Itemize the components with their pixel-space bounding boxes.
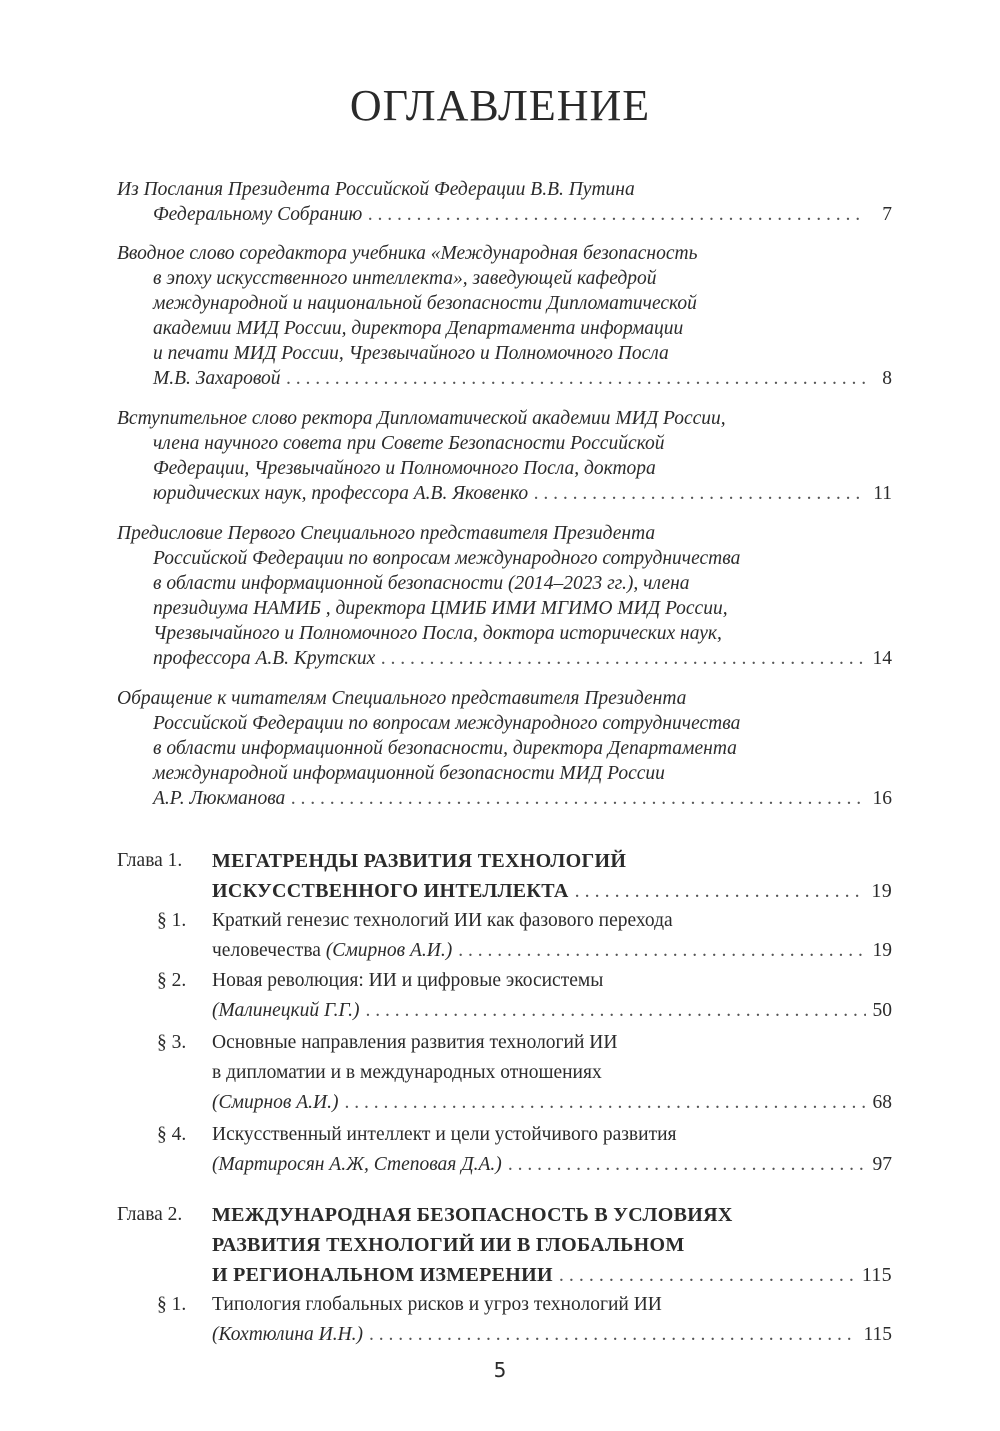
toc-entry-line: Обращение к читателям Специального представителя Президента — [117, 688, 687, 709]
toc-entry-line: в области информационной безопасности (2014–2023 гг.), члена — [153, 573, 690, 594]
toc-entry-5[interactable] — [117, 686, 892, 811]
leader-dots — [508, 1150, 866, 1180]
leader-dots — [369, 1320, 857, 1350]
toc-entry-line: Федерации, Чрезвычайного и Полномочного Посла, доктора — [153, 458, 656, 479]
leader-dots — [458, 936, 866, 966]
toc-entry-line: президиума НАМИБ , директора ЦМИБ ИМИ МГИМО МИД России, — [153, 598, 728, 619]
leader-dots — [368, 202, 866, 227]
chapter-label: Глава 1. — [117, 850, 183, 871]
toc-entry-line: члена научного совета при Совете Безопасности Российской — [153, 433, 665, 454]
toc-chapter-1[interactable] — [117, 846, 892, 906]
chapter-title-line: МЕГАТРЕНДЫ РАЗВИТИЯ ТЕХНОЛОГИЙ — [212, 850, 627, 872]
toc-entry-line: в эпоху искусственного интеллекта», заведующей кафедрой — [153, 268, 657, 289]
leader-dots — [575, 876, 866, 906]
toc-entry-line: Российской Федерации по вопросам международного сотрудничества — [153, 548, 741, 569]
toc-page-number: 115 — [863, 1324, 892, 1345]
toc-entry-line: Вводное слово соредактора учебника «Международная безопасность — [117, 243, 698, 264]
toc-entry-last-line: юридических наук, профессора А.В. Яковенко — [153, 483, 529, 504]
section-author: (Кохтюлина И.Н.) — [212, 1324, 364, 1345]
toc-page-number: 14 — [872, 648, 892, 669]
toc-section-1-1[interactable] — [157, 906, 892, 966]
section-title-line: Типология глобальных рисков и угроз технологий ИИ — [212, 1294, 662, 1315]
section-number: § 3. — [157, 1032, 187, 1053]
section-title-last: человечества — [212, 940, 326, 961]
section-number: § 1. — [157, 1294, 187, 1315]
leader-dots — [559, 1260, 856, 1290]
toc-page-number: 68 — [872, 1092, 892, 1113]
toc-entry-last-line: профессора А.В. Крутских — [153, 648, 376, 669]
toc-entry-line: Предисловие Первого Специального представителя Президента — [117, 523, 656, 544]
section-title-line: Искусственный интеллект и цели устойчивого развития — [212, 1124, 677, 1145]
toc-page-number: 115 — [861, 1264, 892, 1286]
toc-entry-2[interactable] — [117, 241, 892, 391]
toc-page-number: 19 — [871, 880, 892, 902]
toc-entry-last-line: А.Р. Люкманова — [153, 788, 286, 809]
toc-entry-line: Чрезвычайного и Полномочного Посла, доктора исторических наук, — [153, 623, 722, 644]
toc-entry-line: академии МИД России, директора Департамента информации — [153, 318, 684, 339]
toc-page-number: 8 — [882, 368, 892, 389]
toc-page-number: 16 — [872, 788, 892, 809]
section-author: (Мартиросян А.Ж, Степовая Д.А.) — [212, 1154, 502, 1175]
section-title-line: Новая революция: ИИ и цифровые экосистемы — [212, 970, 604, 991]
section-number: § 4. — [157, 1124, 187, 1145]
section-number: § 1. — [157, 910, 187, 931]
leader-dots — [291, 786, 866, 811]
toc-section-2-1[interactable] — [157, 1290, 892, 1350]
page-number: 5 — [493, 1358, 507, 1382]
toc-entry-last-line: М.В. Захаровой — [153, 368, 281, 389]
toc-entry-line: и печати МИД России, Чрезвычайного и Полномочного Посла — [153, 343, 669, 364]
toc-entry-line: Из Послания Президента Российской Федерации В.В. Путина — [117, 179, 635, 200]
toc-entry-3[interactable] — [117, 406, 892, 506]
section-author: (Малинецкий Г.Г.) — [212, 1000, 360, 1021]
toc-page-number: 19 — [872, 940, 892, 961]
toc-entry-1[interactable] — [117, 177, 892, 227]
toc-page-number: 97 — [872, 1154, 892, 1175]
leader-dots — [287, 366, 866, 391]
toc-entry-line: в области информационной безопасности, директора Департамента — [153, 738, 737, 759]
leader-dots — [534, 481, 866, 506]
toc-page-number: 11 — [873, 483, 892, 504]
toc-entry-last-line: Федеральному Собранию — [153, 204, 363, 225]
section-title-line: Основные направления развития технологий ИИ — [212, 1032, 618, 1053]
toc-entry-line: международной и национальной безопасности Дипломатической — [153, 293, 697, 314]
toc-section-1-4[interactable] — [157, 1120, 892, 1180]
section-number: § 2. — [157, 970, 187, 991]
chapter-title-line: МЕЖДУНАРОДНАЯ БЕЗОПАСНОСТЬ В УСЛОВИЯХ — [212, 1204, 733, 1226]
chapter-label: Глава 2. — [117, 1204, 183, 1225]
page-title: ОГЛАВЛЕНИЕ — [349, 81, 651, 130]
toc-section-1-2[interactable] — [157, 966, 892, 1026]
toc-entry-4[interactable] — [117, 521, 892, 671]
toc-section-1-3[interactable] — [157, 1028, 892, 1118]
section-author: (Смирнов А.И.) — [325, 940, 453, 961]
chapter-title-last-line: И РЕГИОНАЛЬНОМ ИЗМЕРЕНИИ — [212, 1264, 553, 1286]
leader-dots — [381, 646, 866, 671]
toc-chapter-2[interactable] — [117, 1200, 892, 1290]
leader-dots — [366, 996, 866, 1026]
chapter-title-last-line: ИСКУССТВЕННОГО ИНТЕЛЛЕКТА — [212, 880, 569, 902]
leader-dots — [344, 1088, 866, 1118]
section-title-line: Краткий генезис технологий ИИ как фазового перехода — [212, 910, 673, 931]
section-title-line: в дипломатии и в международных отношениях — [212, 1062, 602, 1083]
toc-entry-line: Вступительное слово ректора Дипломатической академии МИД России, — [117, 408, 726, 429]
toc-page-number: 7 — [882, 204, 892, 225]
chapter-title-line: РАЗВИТИЯ ТЕХНОЛОГИЙ ИИ В ГЛОБАЛЬНОМ — [212, 1234, 685, 1256]
toc-entry-line: международной информационной безопасности МИД России — [153, 763, 665, 784]
toc-entry-line: Российской Федерации по вопросам международного сотрудничества — [153, 713, 741, 734]
section-author: (Смирнов А.И.) — [212, 1092, 339, 1113]
toc-page-number: 50 — [872, 1000, 892, 1021]
